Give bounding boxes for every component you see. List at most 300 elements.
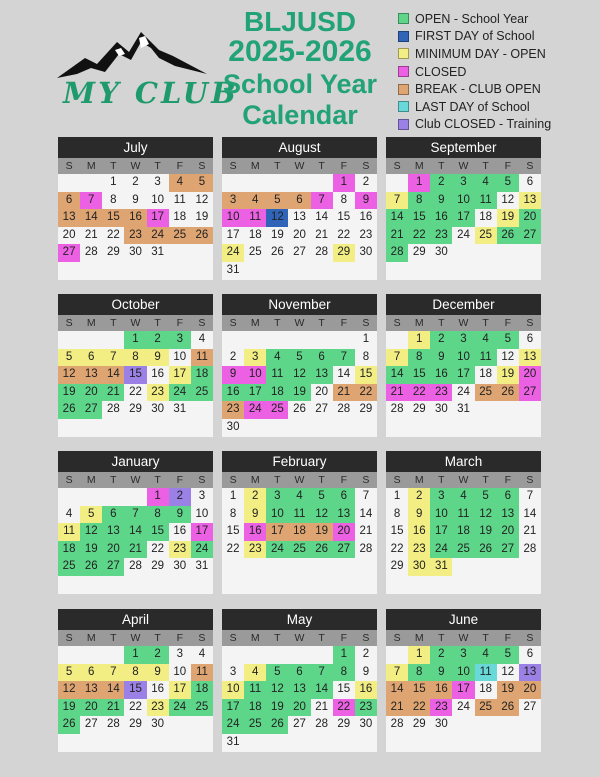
- day-cell: 29: [129, 718, 142, 731]
- day-cell: 17: [452, 366, 474, 384]
- empty-cell: [519, 576, 541, 594]
- day-cell: 3: [229, 665, 237, 678]
- empty-cell: [497, 401, 519, 419]
- day-cell: 15: [124, 366, 146, 384]
- day-cell: 10: [151, 193, 165, 206]
- weekday-header: [222, 472, 377, 488]
- empty-cell: [58, 576, 80, 594]
- empty-cell: [169, 734, 191, 752]
- day-cell: 15: [408, 681, 430, 699]
- empty-cell: [124, 419, 146, 437]
- weekday-label: F: [340, 474, 347, 486]
- day-cell: 30: [151, 403, 165, 416]
- weekday-label: T: [438, 474, 445, 486]
- weekday-label: W: [294, 317, 305, 329]
- empty-cell: [124, 734, 146, 752]
- empty-cell: [80, 331, 102, 349]
- day-cell: 19: [311, 523, 333, 541]
- day-cell: 28: [359, 542, 373, 555]
- day-cell: 24: [266, 541, 288, 559]
- title-calendar: Calendar: [242, 100, 358, 130]
- day-cell: 11: [452, 506, 474, 524]
- day-cell: 7: [386, 349, 408, 367]
- day-cell: 2: [147, 646, 169, 664]
- day-cell: 15: [147, 523, 169, 541]
- day-cell: 30: [434, 718, 448, 731]
- empty-cell: [244, 576, 266, 594]
- day-cell: 19: [58, 384, 80, 402]
- day-cell: 18: [479, 683, 493, 696]
- empty-cell: [169, 419, 191, 437]
- day-cell: 12: [80, 523, 102, 541]
- day-cell: 16: [408, 523, 430, 541]
- weekday-label: F: [340, 632, 347, 644]
- day-cell: 28: [390, 718, 404, 731]
- empty-cell: [80, 646, 102, 664]
- day-cell: 29: [390, 560, 404, 573]
- day-cell: 17: [266, 523, 288, 541]
- day-cell: 8: [393, 507, 401, 520]
- empty-cell: [102, 734, 124, 752]
- day-cell: 22: [106, 228, 120, 241]
- day-cell: 24: [430, 541, 452, 559]
- month-title: September: [386, 137, 541, 158]
- day-cell: 30: [226, 420, 240, 433]
- weekday-label: T: [110, 160, 117, 172]
- weekday-label: T: [274, 317, 281, 329]
- empty-cell: [519, 244, 541, 262]
- day-cell: 13: [80, 366, 102, 384]
- empty-cell: [147, 576, 169, 594]
- weekday-label: S: [229, 317, 237, 329]
- empty-cell: [244, 262, 266, 280]
- weekday-label: T: [482, 317, 489, 329]
- empty-cell: [102, 331, 124, 349]
- empty-cell: [497, 419, 519, 437]
- empty-cell: [80, 576, 102, 594]
- logo-text: MY CLUB: [63, 76, 239, 110]
- day-cell: 13: [80, 681, 102, 699]
- day-cell: 21: [333, 384, 355, 402]
- empty-cell: [80, 419, 102, 437]
- weekday-label: M: [250, 160, 260, 172]
- day-cell: 5: [497, 331, 519, 349]
- day-cell: 24: [169, 699, 191, 717]
- empty-cell: [452, 734, 474, 752]
- day-cell: 14: [359, 507, 373, 520]
- day-cell: 25: [266, 401, 288, 419]
- day-cell: 9: [355, 192, 377, 210]
- day-cell: 9: [169, 506, 191, 524]
- day-cell: 6: [288, 192, 310, 210]
- empty-cell: [191, 576, 213, 594]
- empty-cell: [80, 734, 102, 752]
- day-cell: 24: [222, 244, 244, 262]
- day-cell: 28: [106, 403, 120, 416]
- day-cell: 15: [408, 366, 430, 384]
- day-cell: 23: [430, 384, 452, 402]
- empty-cell: [497, 716, 519, 734]
- day-cell: 20: [333, 523, 355, 541]
- day-cell: 21: [386, 384, 408, 402]
- empty-cell: [288, 174, 310, 192]
- weekday-label: T: [274, 160, 281, 172]
- day-cell: 23: [169, 541, 191, 559]
- empty-cell: [452, 576, 474, 594]
- day-cell: 26: [497, 227, 519, 245]
- day-cell: 31: [226, 735, 240, 748]
- day-cell: 23: [408, 541, 430, 559]
- day-cell: 5: [58, 664, 80, 682]
- day-cell: 3: [266, 488, 288, 506]
- day-cell: 24: [222, 716, 244, 734]
- day-cell: 18: [266, 384, 288, 402]
- days-grid: [58, 174, 213, 280]
- weekday-label: S: [362, 317, 370, 329]
- weekday-label: S: [526, 474, 534, 486]
- empty-cell: [497, 262, 519, 280]
- legend-label: FIRST DAY of School: [415, 29, 535, 44]
- day-cell: 2: [147, 331, 169, 349]
- empty-cell: [475, 419, 497, 437]
- empty-cell: [169, 262, 191, 280]
- day-cell: 17: [244, 384, 266, 402]
- day-cell: 20: [293, 228, 306, 241]
- day-cell: 9: [244, 506, 266, 524]
- month-april: [58, 609, 213, 752]
- empty-cell: [58, 174, 80, 192]
- days-grid: [222, 174, 377, 280]
- weekday-label: T: [154, 160, 161, 172]
- day-cell: 16: [173, 525, 187, 538]
- empty-cell: [58, 419, 80, 437]
- day-cell: 27: [519, 227, 541, 245]
- weekday-label: W: [458, 317, 469, 329]
- day-cell: 25: [475, 227, 497, 245]
- day-cell: 10: [173, 350, 187, 363]
- weekday-label: W: [130, 474, 141, 486]
- legend-label: CLOSED: [415, 64, 467, 79]
- month-title: April: [58, 609, 213, 630]
- day-cell: 4: [169, 174, 191, 192]
- empty-cell: [288, 576, 310, 594]
- empty-cell: [386, 576, 408, 594]
- day-cell: 12: [58, 366, 80, 384]
- day-cell: 8: [229, 507, 237, 520]
- day-cell: 23: [359, 228, 373, 241]
- empty-cell: [355, 734, 377, 752]
- day-cell: 20: [497, 523, 519, 541]
- weekday-header: [222, 315, 377, 331]
- empty-cell: [266, 331, 288, 349]
- day-cell: 21: [523, 525, 537, 538]
- day-cell: 21: [386, 699, 408, 717]
- empty-cell: [222, 646, 244, 664]
- empty-cell: [333, 734, 355, 752]
- day-cell: 5: [497, 646, 519, 664]
- empty-cell: [124, 576, 146, 594]
- month-february: [222, 451, 377, 594]
- day-cell: 10: [452, 349, 474, 367]
- day-cell: 26: [293, 403, 306, 416]
- day-cell: 24: [244, 401, 266, 419]
- weekday-label: T: [482, 632, 489, 644]
- day-cell: 26: [191, 227, 213, 245]
- empty-cell: [475, 716, 497, 734]
- empty-cell: [169, 576, 191, 594]
- day-cell: 4: [65, 507, 73, 520]
- legend-label: Club CLOSED - Training: [415, 117, 552, 132]
- day-cell: 22: [129, 385, 142, 398]
- month-may: [222, 609, 377, 752]
- day-cell: 9: [147, 349, 169, 367]
- legend-swatch: [398, 66, 409, 77]
- weekday-label: T: [274, 632, 281, 644]
- day-cell: 19: [58, 699, 80, 717]
- day-cell: 21: [315, 228, 329, 241]
- empty-cell: [386, 419, 408, 437]
- day-cell: 25: [191, 384, 213, 402]
- day-cell: 21: [315, 700, 329, 713]
- day-cell: 1: [408, 646, 430, 664]
- empty-cell: [311, 576, 333, 594]
- empty-cell: [124, 262, 146, 280]
- empty-cell: [288, 558, 310, 576]
- legend-swatch: [398, 84, 409, 95]
- day-cell: 7: [311, 664, 333, 682]
- day-cell: 4: [198, 333, 206, 345]
- weekday-header: [222, 630, 377, 646]
- empty-cell: [311, 558, 333, 576]
- weekday-label: T: [438, 160, 445, 172]
- day-cell: 27: [293, 246, 306, 259]
- mountain-icon: [55, 28, 215, 80]
- day-cell: 16: [244, 523, 266, 541]
- day-cell: 26: [58, 716, 80, 734]
- day-cell: 28: [390, 403, 404, 416]
- weekday-label: S: [198, 317, 206, 329]
- weekday-label: W: [294, 474, 305, 486]
- day-cell: 5: [475, 488, 497, 506]
- day-cell: 29: [333, 244, 355, 262]
- day-cell: 16: [151, 683, 165, 696]
- day-cell: 23: [124, 227, 146, 245]
- day-cell: 13: [519, 349, 541, 367]
- day-cell: 7: [362, 490, 370, 502]
- day-cell: 27: [333, 541, 355, 559]
- day-cell: 8: [124, 349, 146, 367]
- day-cell: 16: [151, 368, 165, 381]
- day-cell: 18: [248, 228, 262, 241]
- day-cell: 23: [244, 541, 266, 559]
- day-cell: 15: [390, 525, 404, 538]
- empty-cell: [244, 174, 266, 192]
- weekday-label: M: [414, 632, 424, 644]
- weekday-label: T: [482, 474, 489, 486]
- day-cell: 22: [129, 700, 142, 713]
- day-cell: 18: [58, 541, 80, 559]
- day-cell: 14: [386, 209, 408, 227]
- weekday-label: S: [198, 474, 206, 486]
- legend-item: [398, 80, 598, 98]
- day-cell: 8: [362, 350, 370, 363]
- month-title: February: [222, 451, 377, 472]
- day-cell: 7: [386, 664, 408, 682]
- empty-cell: [475, 558, 497, 576]
- empty-cell: [452, 262, 474, 280]
- day-cell: 20: [102, 541, 124, 559]
- empty-cell: [244, 734, 266, 752]
- empty-cell: [288, 419, 310, 437]
- days-grid: [386, 174, 541, 280]
- weekday-header: [386, 630, 541, 646]
- day-cell: 19: [497, 209, 519, 227]
- title-years: 2025-2026: [228, 35, 372, 68]
- legend-item: [398, 63, 598, 81]
- weekday-label: T: [318, 474, 325, 486]
- empty-cell: [519, 734, 541, 752]
- day-cell: 23: [430, 227, 452, 245]
- day-cell: 12: [311, 506, 333, 524]
- empty-cell: [191, 401, 213, 419]
- day-cell: 26: [270, 246, 284, 259]
- day-cell: 3: [154, 176, 161, 188]
- legend-item: [398, 116, 598, 134]
- day-cell: 8: [110, 193, 117, 206]
- day-cell: 29: [412, 246, 426, 259]
- day-cell: 18: [479, 368, 493, 381]
- empty-cell: [333, 419, 355, 437]
- days-grid: [222, 331, 377, 437]
- day-cell: 21: [386, 227, 408, 245]
- day-cell: 8: [124, 664, 146, 682]
- weekday-label: T: [482, 160, 489, 172]
- empty-cell: [475, 262, 497, 280]
- day-cell: 1: [229, 490, 237, 502]
- month-january: [58, 451, 213, 594]
- day-cell: 23: [430, 699, 452, 717]
- empty-cell: [191, 262, 213, 280]
- days-grid: [58, 488, 213, 594]
- weekday-label: T: [110, 474, 117, 486]
- weekday-label: W: [458, 160, 469, 172]
- day-cell: 8: [408, 192, 430, 210]
- month-march: [386, 451, 541, 594]
- day-cell: 19: [497, 681, 519, 699]
- empty-cell: [191, 734, 213, 752]
- day-cell: 23: [355, 699, 377, 717]
- day-cell: 11: [475, 192, 497, 210]
- empty-cell: [102, 576, 124, 594]
- empty-cell: [58, 488, 80, 506]
- day-cell: 28: [106, 718, 120, 731]
- day-cell: 31: [226, 263, 240, 276]
- empty-cell: [169, 244, 191, 262]
- empty-cell: [288, 646, 310, 664]
- day-cell: 23: [147, 384, 169, 402]
- empty-cell: [452, 244, 474, 262]
- day-cell: 21: [84, 228, 98, 241]
- day-cell: 3: [198, 490, 206, 502]
- day-cell: 23: [147, 699, 169, 717]
- day-cell: 26: [475, 541, 497, 559]
- day-cell: 30: [408, 558, 430, 576]
- empty-cell: [333, 331, 355, 349]
- day-cell: 6: [526, 648, 534, 660]
- day-cell: 12: [266, 681, 288, 699]
- day-cell: 17: [452, 209, 474, 227]
- day-cell: 8: [333, 664, 355, 682]
- day-cell: 31: [173, 403, 187, 416]
- day-cell: 12: [266, 209, 288, 227]
- day-cell: 18: [288, 523, 310, 541]
- weekday-header: [386, 315, 541, 331]
- title-district: BLJUSD: [243, 6, 356, 37]
- weekday-header: [58, 158, 213, 174]
- weekday-header: [222, 158, 377, 174]
- day-cell: 21: [102, 384, 124, 402]
- empty-cell: [244, 419, 266, 437]
- day-cell: 20: [519, 681, 541, 699]
- month-december: [386, 294, 541, 437]
- day-cell: 24: [457, 385, 470, 398]
- day-cell: 29: [106, 246, 120, 259]
- empty-cell: [266, 558, 288, 576]
- empty-cell: [311, 174, 333, 192]
- day-cell: 28: [315, 718, 329, 731]
- day-cell: 22: [408, 699, 430, 717]
- day-cell: 20: [80, 384, 102, 402]
- day-cell: 7: [386, 192, 408, 210]
- month-july: [58, 137, 213, 280]
- day-cell: 25: [244, 716, 266, 734]
- day-cell: 18: [191, 681, 213, 699]
- day-cell: 30: [359, 718, 373, 731]
- day-cell: 26: [80, 558, 102, 576]
- day-cell: 25: [169, 227, 191, 245]
- day-cell: 17: [222, 699, 244, 717]
- day-cell: 4: [244, 192, 266, 210]
- day-cell: 22: [355, 384, 377, 402]
- day-cell: 16: [222, 384, 244, 402]
- weekday-label: W: [458, 474, 469, 486]
- day-cell: 3: [176, 648, 183, 660]
- day-cell: 11: [173, 193, 186, 206]
- empty-cell: [147, 262, 169, 280]
- day-cell: 29: [129, 403, 142, 416]
- empty-cell: [102, 488, 124, 506]
- weekday-label: W: [458, 632, 469, 644]
- day-cell: 27: [80, 401, 102, 419]
- day-cell: 2: [362, 176, 370, 188]
- empty-cell: [497, 576, 519, 594]
- empty-cell: [102, 262, 124, 280]
- weekday-label: M: [86, 474, 96, 486]
- day-cell: 6: [526, 176, 534, 188]
- weekday-label: F: [176, 317, 183, 329]
- day-cell: 10: [266, 506, 288, 524]
- day-cell: 18: [452, 523, 474, 541]
- title-school-year: School Year: [222, 69, 378, 99]
- page-title: [214, 8, 386, 132]
- day-cell: 7: [102, 349, 124, 367]
- weekday-header: [58, 630, 213, 646]
- day-cell: 10: [195, 507, 209, 520]
- day-cell: 17: [169, 366, 191, 384]
- day-cell: 10: [244, 366, 266, 384]
- empty-cell: [519, 716, 541, 734]
- legend-swatch: [398, 13, 409, 24]
